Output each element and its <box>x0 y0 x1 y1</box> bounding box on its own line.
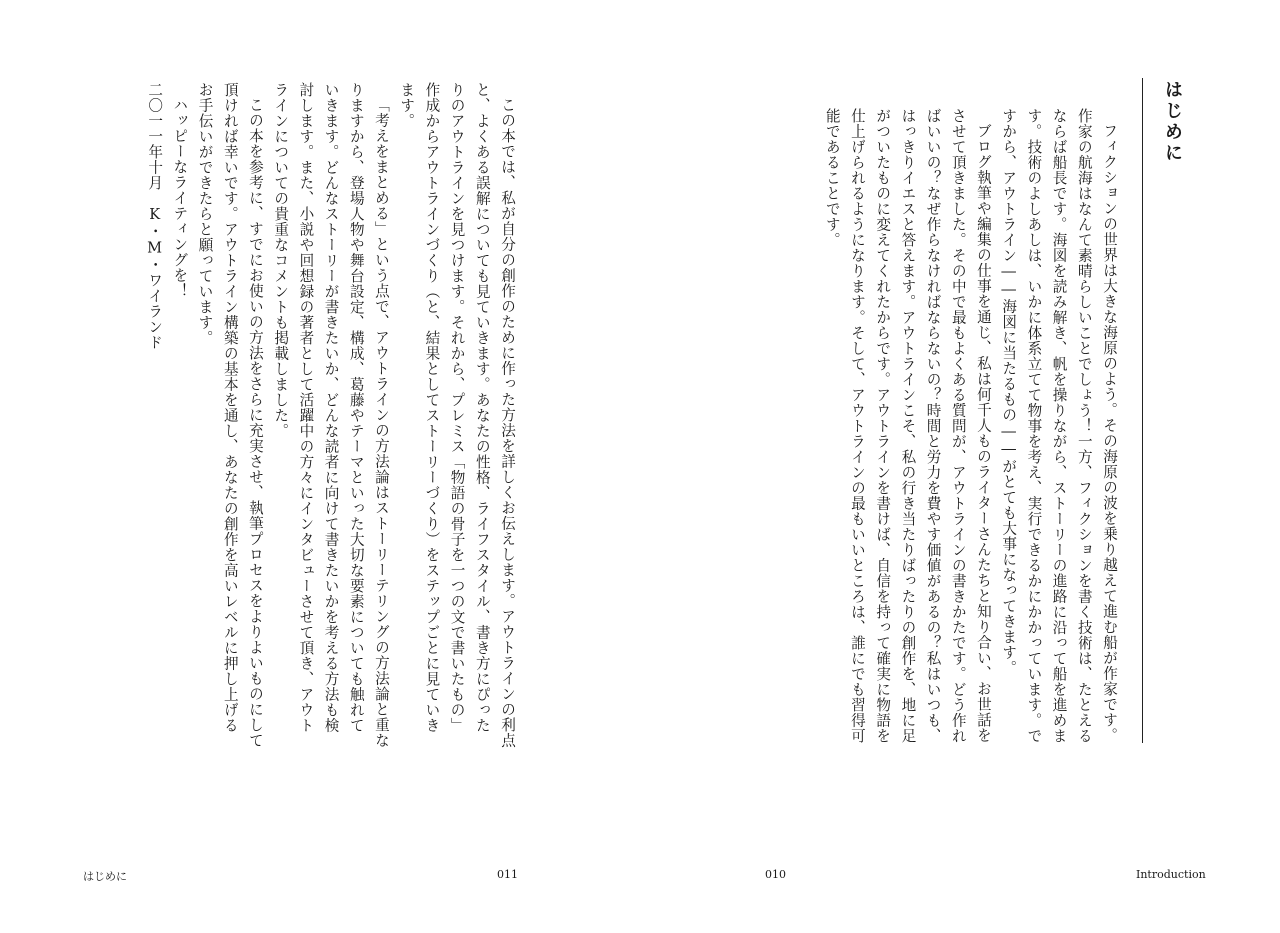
right-page <box>640 0 1280 933</box>
running-head-left: はじめに <box>83 870 127 883</box>
running-head-right: Introduction <box>1136 868 1206 881</box>
chapter-title: はじめに <box>1162 80 1183 164</box>
paragraph-5: この本を参考に、すでにお使いの方法をさらに充実させ、執筆プロセスをよりよいものにして頂ければ幸いです。アウトライン構築の基本を通し、あなたの創作を高いレベルに押し上げるお手伝いができたらと願っています。 <box>196 82 264 748</box>
page-number-right: 010 <box>765 868 786 881</box>
left-page-body <box>78 82 520 748</box>
page-number-left: 011 <box>497 868 518 881</box>
paragraph-2: ブログ執筆や編集の仕事を通じ、私は何千人ものライターさんたちと知り合い、お世話をさせて頂きました。その中で最もよくある質問が、アウトラインの書きかたです。どう作ればいいの？なぜ作らなければならないの？時間と労力を費やす価値があるの？私はいつも、はっきりイエスと答えます。アウトラインこそ、私の行き当たりばったりの創作を、地に足がついたものに変えてくれたからです。アウトラインを書けば、自信を持って確実に物語を仕上げられるようになります。そして、アウトラインの最もいいところは、誰にでも習得可能であることです。 <box>823 108 992 744</box>
right-page-body <box>766 108 1122 748</box>
paragraph-3: この本では、私が自分の創作のために作った方法を詳しくお伝えします。アウトラインの利点と、よくある誤解についても見ていきます。あなたの性格、ライフスタイル、書き方にぴったりのアウトラインを見つけます。それから、プレミス「物語の骨子を一つの文で書いたもの」作成からアウトラインづくり（と、結果としてストーリーづくり）をステップごとに見ていきます。 <box>398 82 516 748</box>
signature: 二〇一一年十月 K・M・ワイランド <box>146 82 164 351</box>
title-rule <box>1142 78 1143 743</box>
paragraph-4: 「考えをまとめる」という点で、アウトラインの方法論はストーリーテリングの方法論と重なりますから、登場人物や舞台設定、構成、葛藤やテーマといった大切な要素についても触れていきます。どんなストーリーが書きたいか、どんな読者に向けて書きたいかを考える方法も検討します。また、小説や回想録の著者として活躍中の方々にインタビューさせて頂き、アウトラインについての貴重なコメントも掲載しました。 <box>272 82 390 748</box>
paragraph-6: ハッピーなライティングを！ <box>171 96 189 299</box>
paragraph-1: フィクションの世界は大きな海原のよう。その海原の波を乗り越えて進む船が作家です。作家の航海はなんて素晴らしいことでしょう！一方、フィクションを書く技術は、たとえるならば船長です。海図を読み解き、帆を操りながら、ストーリーの進路に沿って船を進めます。技術のよしあしは、いかに体系立てて物事を考え、実行できるかにかかっています。ですから、アウトライン――海図に当たるもの――がとても大事になってきます。 <box>1000 108 1118 744</box>
